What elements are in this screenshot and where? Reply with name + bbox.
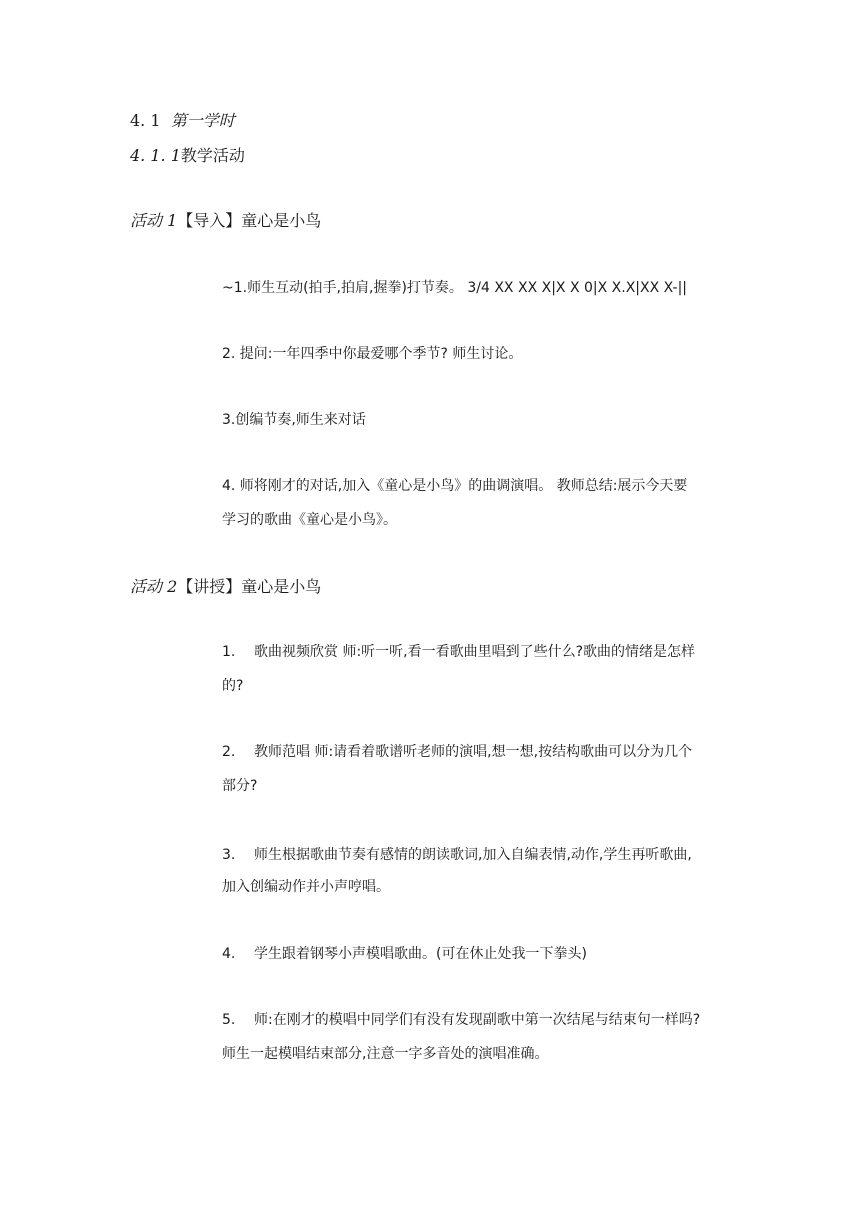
- activity2-tag: 【讲授】: [177, 577, 242, 596]
- subsection-title: 教学活动: [180, 146, 245, 165]
- item-text: 师:在刚才的模唱中同学们有没有发现副歌中第一次结尾与结束句一样吗?: [254, 1012, 701, 1028]
- item-number: 3.: [222, 847, 236, 863]
- activity1-item-1: ~1.师生互动(拍手,拍肩,握拳)打节奏。 3/4 XX XX X|X X 0|X X.X|XX X-||: [222, 280, 688, 296]
- activity2-item-2-cont: 部分?: [222, 778, 258, 794]
- activity2-title: 童心是小鸟: [241, 577, 322, 596]
- activity1-title: 童心是小鸟: [241, 211, 322, 230]
- activity2-item-5-cont: 师生一起模唱结束部分,注意一字多音处的演唱准确。: [222, 1046, 549, 1062]
- item-text: 师生根据歌曲节奏有感情的朗读歌词,加入自编表情,动作,学生再听歌曲,: [254, 847, 692, 863]
- activity2-item-1-cont: 的?: [222, 678, 244, 694]
- activity2-item-4: [222, 944, 587, 964]
- activity2-item-3: [222, 845, 692, 865]
- item-number: 5.: [222, 1012, 236, 1028]
- item-number: 1.: [222, 644, 236, 660]
- activity2-item-3-cont: 加入创编动作并小声哼唱。: [222, 879, 390, 895]
- subsection-heading: [130, 145, 245, 167]
- item-text: 教师范唱 师:请看着歌谱听老师的演唱,想一想,按结构歌曲可以分为几个: [254, 744, 693, 760]
- activity1-prefix: 活动 1: [130, 211, 178, 230]
- activity2-item-2: [222, 742, 692, 762]
- item-number: 4.: [222, 946, 236, 962]
- subsection-number: 4. 1. 1: [130, 146, 181, 165]
- activity2-item-5: [222, 1010, 700, 1030]
- item-text: 学生跟着钢琴小声模唱歌曲。(可在休止处我一下拳头): [254, 946, 587, 962]
- activity1-item-2: 2. 提问:一年四季中你最爱哪个季节? 师生讨论。: [222, 346, 523, 362]
- item-text: 歌曲视频欣赏 师:听一听,看一看歌曲里唱到了些什么?歌曲的情绪是怎样: [254, 644, 696, 660]
- activity2-prefix: 活动 2: [130, 577, 178, 596]
- section-heading: [130, 110, 235, 132]
- activity2-item-1: [222, 642, 695, 662]
- activity1-tag: 【导入】: [177, 211, 242, 230]
- item-number: 2.: [222, 744, 236, 760]
- activity1-item-4-cont: 学习的歌曲《童心是小鸟》。: [222, 512, 397, 528]
- activity1-heading: [130, 210, 321, 232]
- activity1-item-3: 3.创编节奏,师生来对话: [222, 412, 366, 428]
- activity1-item-4: 4. 师将刚才的对话,加入《童心是小鸟》的曲调演唱。 教师总结:展示今天要: [222, 478, 688, 494]
- section-title: 第一学时: [170, 111, 235, 130]
- section-number: 4. 1: [130, 111, 161, 130]
- activity2-heading: [130, 576, 321, 598]
